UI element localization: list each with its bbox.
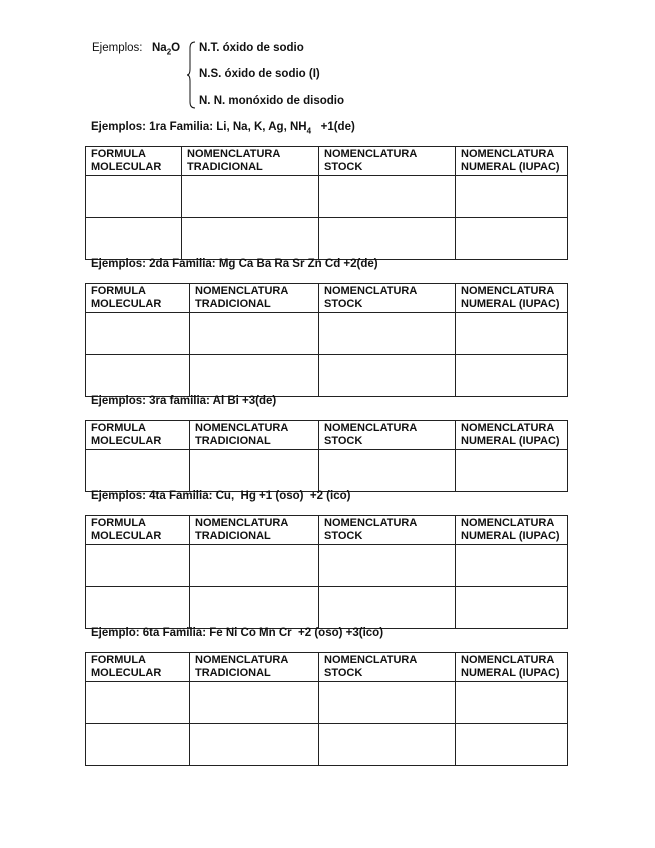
table-cell[interactable] — [190, 682, 319, 724]
table-row — [86, 545, 568, 587]
nomenclature-table-1 — [85, 146, 568, 260]
table-cell[interactable] — [190, 355, 319, 397]
table-cell[interactable] — [319, 682, 456, 724]
heading-text: Ejemplos: 2da Familia: Mg Ca Ba Ra Sr Zn Cd +2(de) — [91, 258, 378, 270]
table-row — [86, 587, 568, 629]
table-cell[interactable] — [86, 218, 182, 260]
heading-text: Ejemplo: 6ta Familia: Fe Ni Co Mn Cr +2 (oso) +3(ico) — [91, 627, 384, 639]
table-cell[interactable] — [182, 218, 319, 260]
col-header-tradicional: NOMENCLATURA TRADICIONAL — [190, 653, 319, 682]
col-header-numeral: NOMENCLATURA NUMERAL (IUPAC) — [456, 653, 568, 682]
col-header-numeral: NOMENCLATURA NUMERAL (IUPAC) — [456, 147, 568, 176]
heading-text: Ejemplos: 3ra familia: Al Bi +3(de) — [91, 395, 277, 407]
section-heading-5 — [91, 627, 383, 639]
table-cell[interactable] — [86, 724, 190, 766]
table-cell[interactable] — [319, 176, 456, 218]
table-header-row — [86, 284, 568, 313]
table-cell[interactable] — [456, 450, 568, 492]
nomenclature-tradicional: N.T. óxido de sodio — [199, 42, 304, 54]
curly-brace-icon — [187, 40, 197, 110]
intro-label: Ejemplos: — [92, 42, 143, 54]
nomenclature-table-3 — [85, 420, 568, 492]
table-header-row — [86, 421, 568, 450]
table-cell[interactable] — [86, 176, 182, 218]
table-cell[interactable] — [456, 218, 568, 260]
table-cell[interactable] — [190, 313, 319, 355]
nomenclature-stock: N.S. óxido de sodio (I) — [199, 68, 320, 80]
formula-main: Na — [152, 42, 167, 54]
col-header-formula: FORMULA MOLECULAR — [86, 421, 190, 450]
table-cell[interactable] — [319, 545, 456, 587]
table-cell[interactable] — [456, 313, 568, 355]
table-cell[interactable] — [319, 218, 456, 260]
formula-tail: O — [171, 42, 181, 54]
section-heading-1 — [91, 121, 355, 135]
nomenclature-numeral: N. N. monóxido de disodio — [199, 95, 345, 107]
table-cell[interactable] — [86, 450, 190, 492]
table-header-row — [86, 147, 568, 176]
table-cell[interactable] — [456, 724, 568, 766]
heading-subscript: 4 — [306, 126, 312, 136]
table-cell[interactable] — [319, 450, 456, 492]
table-cell[interactable] — [86, 355, 190, 397]
table-cell[interactable] — [456, 355, 568, 397]
table-cell[interactable] — [456, 176, 568, 218]
intro-formula — [152, 42, 180, 56]
table-cell[interactable] — [190, 587, 319, 629]
heading-tail: +1(de) — [311, 121, 355, 133]
table-cell[interactable] — [182, 176, 319, 218]
col-header-stock: NOMENCLATURA STOCK — [319, 421, 456, 450]
heading-text: Ejemplos: 4ta Familia: Cu, Hg +1 (oso) +2 (ico) — [91, 490, 351, 502]
table-cell[interactable] — [456, 682, 568, 724]
table-cell[interactable] — [319, 724, 456, 766]
col-header-tradicional: NOMENCLATURA TRADICIONAL — [182, 147, 319, 176]
table-cell[interactable] — [86, 587, 190, 629]
col-header-numeral: NOMENCLATURA NUMERAL (IUPAC) — [456, 421, 568, 450]
table-header-row — [86, 653, 568, 682]
col-header-formula: FORMULA MOLECULAR — [86, 653, 190, 682]
section-heading-4 — [91, 490, 350, 502]
col-header-stock: NOMENCLATURA STOCK — [319, 516, 456, 545]
nomenclature-table-5 — [85, 652, 568, 766]
table-header-row — [86, 516, 568, 545]
table-cell[interactable] — [86, 545, 190, 587]
col-header-tradicional: NOMENCLATURA TRADICIONAL — [190, 516, 319, 545]
table-cell[interactable] — [190, 724, 319, 766]
col-header-formula: FORMULA MOLECULAR — [86, 516, 190, 545]
table-cell[interactable] — [319, 355, 456, 397]
table-row — [86, 450, 568, 492]
section-heading-3 — [91, 395, 276, 407]
col-header-tradicional: NOMENCLATURA TRADICIONAL — [190, 421, 319, 450]
table-cell[interactable] — [319, 313, 456, 355]
nomenclature-table-4 — [85, 515, 568, 629]
table-cell[interactable] — [86, 682, 190, 724]
table-cell[interactable] — [456, 545, 568, 587]
table-row — [86, 176, 568, 218]
table-row — [86, 313, 568, 355]
col-header-formula: FORMULA MOLECULAR — [86, 147, 182, 176]
table-cell[interactable] — [319, 587, 456, 629]
table-cell[interactable] — [190, 545, 319, 587]
col-header-numeral: NOMENCLATURA NUMERAL (IUPAC) — [456, 516, 568, 545]
table-cell[interactable] — [86, 313, 190, 355]
section-heading-2 — [91, 258, 378, 270]
formula-subscript: 2 — [166, 47, 172, 57]
table-row — [86, 355, 568, 397]
table-row — [86, 682, 568, 724]
col-header-formula: FORMULA MOLECULAR — [86, 284, 190, 313]
col-header-stock: NOMENCLATURA STOCK — [319, 653, 456, 682]
col-header-numeral: NOMENCLATURA NUMERAL (IUPAC) — [456, 284, 568, 313]
col-header-stock: NOMENCLATURA STOCK — [319, 147, 456, 176]
table-cell[interactable] — [190, 450, 319, 492]
table-row — [86, 218, 568, 260]
col-header-stock: NOMENCLATURA STOCK — [319, 284, 456, 313]
nomenclature-table-2 — [85, 283, 568, 397]
heading-text: Ejemplos: 1ra Familia: Li, Na, K, Ag, NH — [91, 121, 307, 133]
col-header-tradicional: NOMENCLATURA TRADICIONAL — [190, 284, 319, 313]
table-cell[interactable] — [456, 587, 568, 629]
table-row — [86, 724, 568, 766]
